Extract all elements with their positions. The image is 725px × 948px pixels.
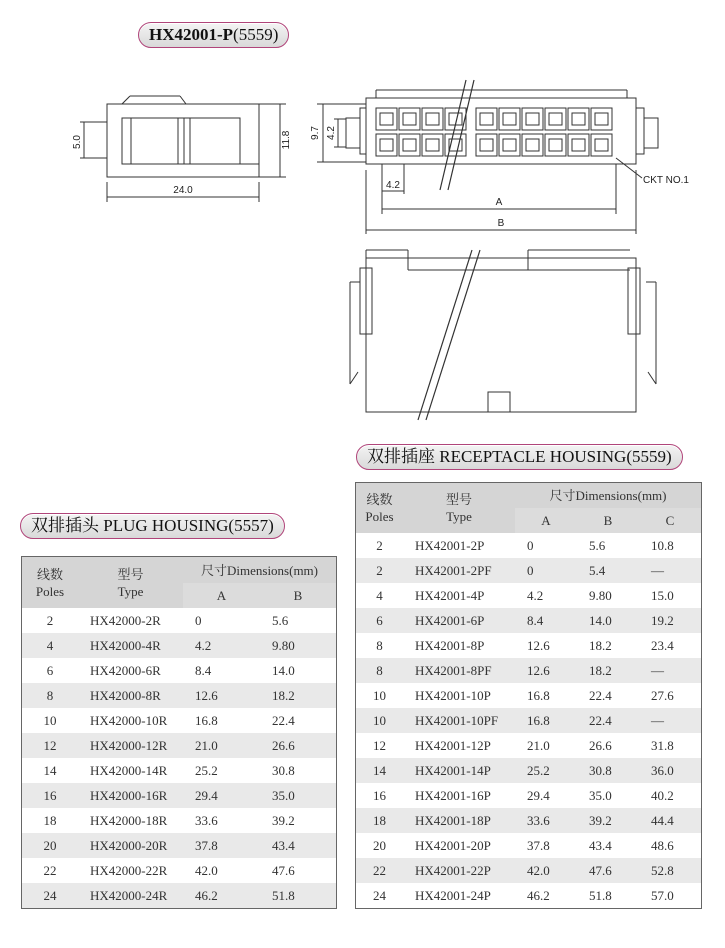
table-row: [356, 883, 701, 908]
cell-poles: 22: [356, 858, 403, 883]
cell-c: —: [639, 558, 701, 583]
cell-poles: 2: [22, 608, 78, 633]
receptacle-housing-title-suffix: (5559): [626, 447, 672, 466]
cell-poles: 2: [356, 533, 403, 558]
cell-a: 12.6: [183, 683, 260, 708]
cell-poles: 24: [356, 883, 403, 908]
cell-c: 48.6: [639, 833, 701, 858]
cell-type: HX42000-6R: [78, 658, 183, 683]
cell-b: 39.2: [260, 808, 336, 833]
cell-type: HX42001-2P: [403, 533, 515, 558]
dim-label-24-0: 24.0: [173, 185, 193, 196]
cell-b: 18.2: [577, 633, 639, 658]
cell-poles: 14: [22, 758, 78, 783]
cell-b: 9.80: [260, 633, 336, 658]
cell-a: 46.2: [515, 883, 577, 908]
cell-b: 30.8: [260, 758, 336, 783]
cell-a: 12.6: [515, 658, 577, 683]
cell-poles: 10: [356, 683, 403, 708]
cell-b: 47.6: [577, 858, 639, 883]
cell-a: 4.2: [183, 633, 260, 658]
cell-b: 22.4: [260, 708, 336, 733]
cell-poles: 6: [356, 608, 403, 633]
cell-a: 46.2: [183, 883, 260, 908]
technical-drawing: [0, 0, 725, 440]
cell-poles: 8: [356, 633, 403, 658]
table-row: [356, 833, 701, 858]
plug-housing-title-suffix: (5557): [228, 516, 274, 535]
cell-poles: 12: [22, 733, 78, 758]
cell-type: HX42001-8P: [403, 633, 515, 658]
plug-housing-table: [22, 557, 336, 908]
cell-poles: 10: [22, 708, 78, 733]
cell-b: 47.6: [260, 858, 336, 883]
cell-a: 21.0: [183, 733, 260, 758]
cell-a: 37.8: [183, 833, 260, 858]
cell-a: 4.2: [515, 583, 577, 608]
cell-a: 8.4: [515, 608, 577, 633]
front-view-drawing: [317, 80, 658, 234]
cell-b: 35.0: [577, 783, 639, 808]
table-row: [22, 808, 336, 833]
cell-poles: 4: [356, 583, 403, 608]
cell-c: 52.8: [639, 858, 701, 883]
plug-header-b: B: [260, 583, 336, 608]
cell-b: 26.6: [260, 733, 336, 758]
receptacle-header-type: [403, 483, 515, 533]
plug-header-poles: [22, 557, 78, 608]
cell-b: 22.4: [577, 683, 639, 708]
receptacle-header-dimensions: 尺寸Dimensions(mm): [515, 483, 701, 508]
cell-poles: 14: [356, 758, 403, 783]
dim-label-b: B: [497, 218, 505, 229]
cell-type: HX42001-14P: [403, 758, 515, 783]
cell-type: HX42000-2R: [78, 608, 183, 633]
plug-header-dimensions: 尺寸Dimensions(mm): [183, 557, 336, 583]
receptacle-housing-table: [356, 483, 701, 908]
bottom-view-drawing: [350, 250, 656, 420]
ckt-no-label: CKT NO.1: [643, 175, 689, 186]
cell-a: 8.4: [183, 658, 260, 683]
cell-a: 21.0: [515, 733, 577, 758]
table-row: [356, 608, 701, 633]
cell-poles: 16: [22, 783, 78, 808]
table-row: [22, 833, 336, 858]
plug-header-type: [78, 557, 183, 608]
cell-b: 14.0: [577, 608, 639, 633]
plug-housing-title-badge: [20, 513, 285, 539]
cell-c: —: [639, 658, 701, 683]
top-title: HX42001-P: [149, 25, 234, 44]
plug-header-a: A: [183, 583, 260, 608]
cell-poles: 20: [356, 833, 403, 858]
cell-b: 35.0: [260, 783, 336, 808]
cell-b: 22.4: [577, 708, 639, 733]
table-row: [22, 783, 336, 808]
cell-c: 23.4: [639, 633, 701, 658]
cell-type: HX42000-4R: [78, 633, 183, 658]
cell-b: 39.2: [577, 808, 639, 833]
cell-a: 16.8: [183, 708, 260, 733]
table-row: [22, 658, 336, 683]
cell-b: 51.8: [260, 883, 336, 908]
cell-c: 44.4: [639, 808, 701, 833]
table-row: [22, 633, 336, 658]
table-row: [356, 683, 701, 708]
cell-poles: 2: [356, 558, 403, 583]
cell-poles: 6: [22, 658, 78, 683]
cell-poles: 4: [22, 633, 78, 658]
cell-b: 43.4: [577, 833, 639, 858]
receptacle-table-body: [356, 533, 701, 908]
cell-c: 40.2: [639, 783, 701, 808]
cell-c: 31.8: [639, 733, 701, 758]
cell-type: HX42001-12P: [403, 733, 515, 758]
cell-c: —: [639, 708, 701, 733]
plug-header-poles-cn: 线数: [36, 566, 63, 582]
cavity-grid: [376, 108, 612, 156]
cell-c: 15.0: [639, 583, 701, 608]
cell-a: 29.4: [515, 783, 577, 808]
plug-header-type-en: Type: [117, 583, 144, 599]
cell-poles: 10: [356, 708, 403, 733]
cell-poles: 8: [356, 658, 403, 683]
cell-type: HX42000-20R: [78, 833, 183, 858]
cell-a: 16.8: [515, 683, 577, 708]
cell-type: HX42000-12R: [78, 733, 183, 758]
cell-type: HX42000-24R: [78, 883, 183, 908]
dim-label-a: A: [495, 197, 503, 208]
table-row: [356, 533, 701, 558]
cell-a: 25.2: [183, 758, 260, 783]
cell-poles: 16: [356, 783, 403, 808]
plug-header-poles-en: Poles: [35, 583, 65, 599]
cell-b: 14.0: [260, 658, 336, 683]
cell-c: 27.6: [639, 683, 701, 708]
receptacle-housing-title: 双排插座 RECEPTACLE HOUSING: [367, 447, 627, 466]
cell-type: HX42001-8PF: [403, 658, 515, 683]
dim-label-9-7: 9.7: [310, 126, 321, 140]
cell-type: HX42001-22P: [403, 858, 515, 883]
table-row: [356, 808, 701, 833]
table-row: [22, 883, 336, 908]
receptacle-header-poles: [356, 483, 403, 533]
cell-type: HX42000-18R: [78, 808, 183, 833]
cell-type: HX42001-24P: [403, 883, 515, 908]
cell-c: 19.2: [639, 608, 701, 633]
cell-c: 10.8: [639, 533, 701, 558]
dim-label-5-0: 5.0: [72, 135, 83, 149]
cell-a: 0: [515, 558, 577, 583]
table-row: [356, 858, 701, 883]
table-row: [356, 708, 701, 733]
cell-b: 18.2: [577, 658, 639, 683]
cell-b: 5.4: [577, 558, 639, 583]
dim-label-4-2-horizontal: 4.2: [386, 180, 400, 191]
cell-b: 26.6: [577, 733, 639, 758]
cell-a: 42.0: [515, 858, 577, 883]
cell-c: 36.0: [639, 758, 701, 783]
receptacle-header-a: A: [515, 508, 577, 533]
cell-a: 16.8: [515, 708, 577, 733]
cell-type: HX42001-10P: [403, 683, 515, 708]
cell-b: 5.6: [577, 533, 639, 558]
cell-b: 51.8: [577, 883, 639, 908]
dim-label-11-8: 11.8: [281, 130, 292, 150]
cell-b: 9.80: [577, 583, 639, 608]
plug-header-type-cn: 型号: [117, 566, 144, 582]
cell-a: 0: [515, 533, 577, 558]
cell-a: 37.8: [515, 833, 577, 858]
cell-type: HX42000-22R: [78, 858, 183, 883]
cell-a: 42.0: [183, 858, 260, 883]
plug-housing-title: 双排插头 PLUG HOUSING: [31, 516, 229, 535]
receptacle-housing-title-badge: [356, 444, 683, 470]
cell-a: 33.6: [183, 808, 260, 833]
cell-b: 30.8: [577, 758, 639, 783]
receptacle-header-poles-en: Poles: [365, 509, 394, 524]
table-row: [22, 858, 336, 883]
receptacle-header-b: B: [577, 508, 639, 533]
table-row: [22, 708, 336, 733]
dim-label-4-2-vertical: 4.2: [326, 126, 337, 140]
cell-poles: 18: [22, 808, 78, 833]
cell-type: HX42000-14R: [78, 758, 183, 783]
cell-type: HX42000-8R: [78, 683, 183, 708]
receptacle-header-type-cn: 型号: [445, 492, 472, 507]
cell-poles: 20: [22, 833, 78, 858]
cell-a: 0: [183, 608, 260, 633]
cell-c: 57.0: [639, 883, 701, 908]
receptacle-header-c: C: [639, 508, 701, 533]
cell-a: 12.6: [515, 633, 577, 658]
table-row: [22, 683, 336, 708]
cell-type: HX42001-16P: [403, 783, 515, 808]
cell-poles: 22: [22, 858, 78, 883]
cell-poles: 8: [22, 683, 78, 708]
table-row: [356, 658, 701, 683]
cell-type: HX42000-16R: [78, 783, 183, 808]
cell-poles: 12: [356, 733, 403, 758]
cell-a: 29.4: [183, 783, 260, 808]
table-row: [22, 733, 336, 758]
cell-poles: 18: [356, 808, 403, 833]
cell-type: HX42001-20P: [403, 833, 515, 858]
cell-type: HX42001-6P: [403, 608, 515, 633]
table-row: [356, 783, 701, 808]
table-row: [22, 608, 336, 633]
table-row: [356, 633, 701, 658]
cell-type: HX42001-4P: [403, 583, 515, 608]
cell-poles: 24: [22, 883, 78, 908]
table-row: [356, 583, 701, 608]
cell-a: 33.6: [515, 808, 577, 833]
cell-a: 25.2: [515, 758, 577, 783]
table-row: [356, 733, 701, 758]
table-row: [356, 758, 701, 783]
plug-table-body: [22, 608, 336, 908]
receptacle-header-poles-cn: 线数: [366, 492, 393, 507]
table-row: [22, 758, 336, 783]
cell-type: HX42001-18P: [403, 808, 515, 833]
table-row: [356, 558, 701, 583]
cell-type: HX42000-10R: [78, 708, 183, 733]
cell-type: HX42001-10PF: [403, 708, 515, 733]
cell-b: 5.6: [260, 608, 336, 633]
cell-b: 43.4: [260, 833, 336, 858]
cell-type: HX42001-2PF: [403, 558, 515, 583]
cell-b: 18.2: [260, 683, 336, 708]
receptacle-header-type-en: Type: [446, 509, 472, 524]
top-title-suffix: (5559): [233, 25, 279, 44]
